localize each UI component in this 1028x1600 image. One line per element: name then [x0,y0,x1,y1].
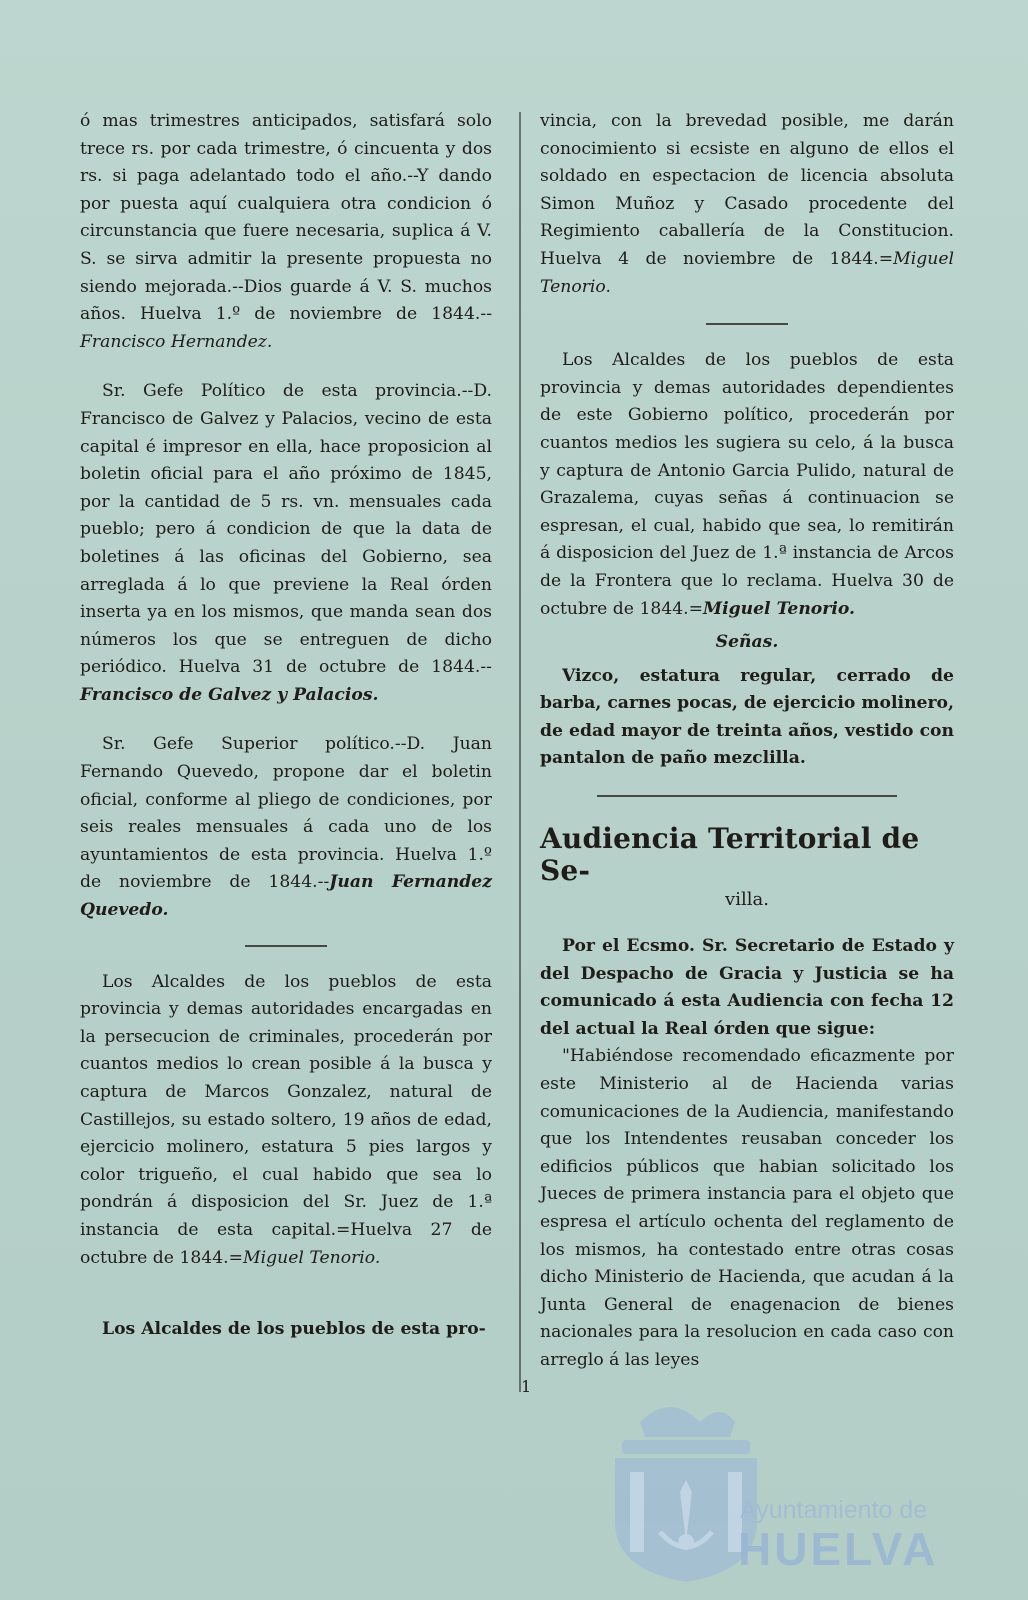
column-marker: 1 [521,1377,532,1396]
watermark-line-1: Ayuntamiento de [740,1496,928,1524]
signature-miguel-tenorio: Miguel Tenorio. [540,248,954,297]
left-column [80,108,492,1344]
search-notice-marcos-gonzalez: Los Alcaldes de los pueblos de esta provincia y demas autoridades encargadas en la persecucion de criminales, procederán por cuantos medios lo crean posible á la busca y captura de Marcos Gonzalez, natural de Castillejos, su estado soltero, 19 años de edad, ejercicio molinero, estatura 5 pies largos y color trigueño, el cual habido que sea lo pondrán á disposicion del Sr. Juez de 1.ª instancia de esta capital.=Huelva 27 de octubre de 1844.=Miguel Tenorio. [80,971,492,1268]
search-notice-antonio-garcia: Los Alcaldes de los pueblos de esta provincia y demas autoridades dependientes de este Gobierno político, procederán por cuantos medios les sugiera su celo, á la busca y captura de Antonio Garcia Pulido, natural de Grazalema, cuyas señas á continuacion se espresan, el cual, habido que sea, lo remitirán á disposicion del Juez de 1.ª instancia de Arcos de la Frontera que lo reclama. Huelva 30 de octubre de 1844.=Miguel Tenorio. [540,350,954,619]
section-separator [706,323,788,325]
section-separator [245,945,327,947]
section-heading-audiencia: Audiencia Territorial de Se- [540,822,920,888]
section-heading-continuation: villa. [725,889,769,911]
right-column [540,108,954,1375]
senas-description: Vizco, estatura regular, cerrado de barba, carnes pocas, de ejercicio molinero, de edad mayor de treinta años, vestido con pantalon de paño mezclilla. [540,665,954,769]
signature-francisco-hernandez: Francisco Hernandez. [80,331,273,352]
senas-title: Señas. [715,632,779,653]
section-separator-long [597,795,897,797]
notice-start-paragraph: Los Alcaldes de los pueblos de esta pro- [102,1319,486,1340]
audiencia-paragraph-1: Por el Ecsmo. Sr. Secretario de Estado y del Despacho de Gracia y Justicia se ha comunicado á esta Audiencia con fecha 12 del actual la Real órden que sigue: [540,936,954,1039]
signature-miguel-tenorio: Miguel Tenorio. [703,598,856,619]
notice-simon-munoz: vincia, con la brevedad posible, me darán conocimiento si ecsiste en alguno de ellos el soldado en espectacion de licencia absoluta Simon Muñoz y Casado procedente del Regimiento caballería de la Constitucion. Huelva 4 de noviembre de 1844.=Miguel Tenorio. [540,111,954,297]
audiencia-paragraph-2: "Habiéndose recomendado eficazmente por este Ministerio al de Hacienda varias comunicaciones de la Audiencia, manifestando que los Intendentes reusaban conceder los edificios públicos que habian solicitado los Jueces de primera instancia para el objeto que espresa el artículo ochenta del reglamento de los mismos, ha contestado entre otras cosas dicho Ministerio de Hacienda, que acudan á la Junta General de enagenacion de bienes nacionales para la resolucion en cada caso con arreglo á las leyes [540,1046,954,1370]
signature-miguel-tenorio: Miguel Tenorio. [243,1247,381,1268]
signature-juan-quevedo: Juan Fernandez Quevedo. [80,872,492,921]
proposal-paragraph-3: Sr. Gefe Superior político.--D. Juan Fernando Quevedo, propone dar el boletin oficial, conforme al pliego de condiciones, por seis reales mensuales á cada uno de los ayuntamientos de esta provincia. Huelva 1.º de noviembre de 1844.--Juan Fernandez Quevedo. [80,734,492,921]
column-divider [519,112,521,1392]
proposal-paragraph-1: ó mas trimestres anticipados, satisfará solo trece rs. por cada trimestre, ó cincuenta y dos rs. si paga adelantado todo el año.--Y dando por puesta aquí cualquiera otra condicion ó circunstancia que fuere necesaria, suplica á V. S. se sirva admitir la presente propuesta no siendo mejorada.--Dios guarde á V. S. muchos años. Huelva 1.º de noviembre de 1844.--Francisco Hernandez. [80,111,492,352]
watermark-line-2: HUELVA [738,1523,939,1575]
proposal-paragraph-2: Sr. Gefe Político de esta provincia.--D. Francisco de Galvez y Palacios, vecino de esta capital é impresor en ella, hace proposicion al boletin oficial para el año próximo de 1845, por la cantidad de 5 rs. vn. mensuales cada pueblo; pero á condicion de que la data de boletines á las oficinas del Gobierno, sea arreglada á lo que previene la Real órden inserta ya en los mismos, que manda sean dos números los que se entreguen de dicho periódico. Huelva 31 de octubre de 1844.--Francisco de Galvez y Palacios. [80,381,492,705]
signature-galvez-palacios: Francisco de Galvez y Palacios. [80,684,379,705]
